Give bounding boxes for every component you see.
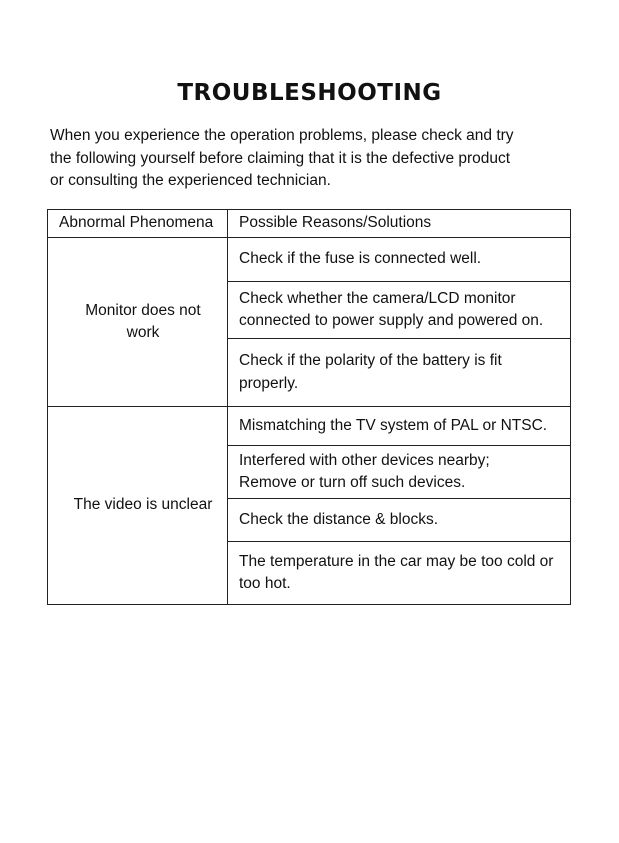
solution-cell <box>228 542 571 605</box>
intro-line: or consulting the experienced technician. <box>50 172 331 189</box>
page-title: TROUBLESHOOTING <box>177 80 442 106</box>
table-row <box>48 407 571 446</box>
header-cell-phenomena: Abnormal Phenomena <box>48 210 228 238</box>
solution-text: The temperature in the car may be too cold or too hot. <box>239 552 554 592</box>
solution-text: Interfered with other devices nearby; Remove or turn off such devices. <box>239 451 490 491</box>
phenomenon-text: Monitor does not work <box>85 301 201 341</box>
intro-line: the following yourself before claiming that it is the defective product <box>50 149 511 167</box>
phenomenon-cell: The video is unclear <box>48 407 228 605</box>
table-row <box>48 238 571 282</box>
troubleshooting-table <box>47 209 571 605</box>
phenomenon-cell <box>48 238 228 407</box>
solution-cell: Check if the fuse is connected well. <box>228 238 571 282</box>
solution-cell <box>228 446 571 499</box>
solution-cell: Check the distance & blocks. <box>228 499 571 542</box>
solution-cell: Mismatching the TV system of PAL or NTSC. <box>228 407 571 446</box>
table-header-row <box>48 210 571 238</box>
solution-text: Check whether the camera/LCD monitor connected to power supply and powered on. <box>239 289 544 329</box>
intro-line: When you experience the operation problems, please check and try <box>50 127 514 144</box>
intro-paragraph <box>50 125 570 193</box>
header-cell-solutions: Possible Reasons/Solutions <box>228 210 571 238</box>
solution-cell <box>228 282 571 339</box>
solution-cell <box>228 339 571 407</box>
solution-text: Check if the polarity of the battery is fit properly. <box>239 352 502 392</box>
